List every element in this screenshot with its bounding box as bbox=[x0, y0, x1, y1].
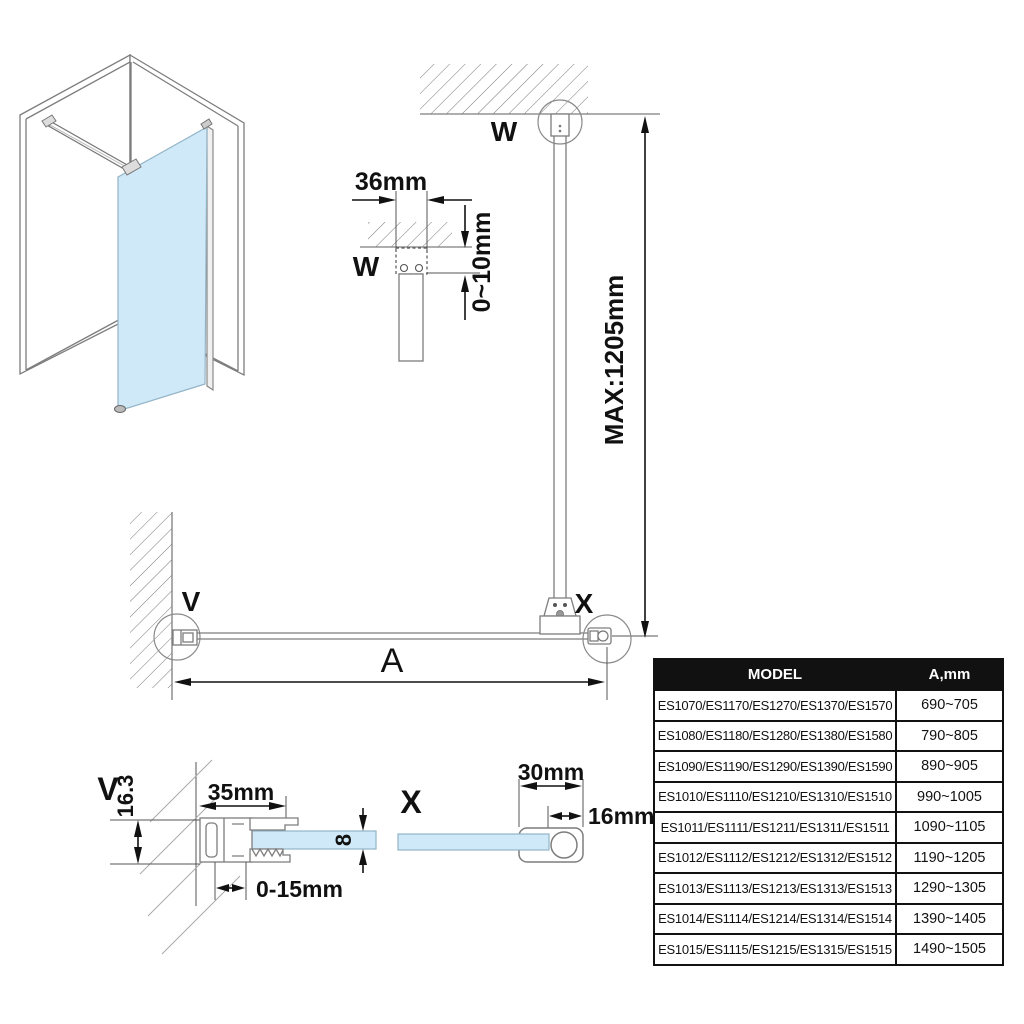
model-cell: ES1010/ES1110/ES1210/ES1310/ES1510 bbox=[654, 782, 896, 813]
table-row bbox=[654, 873, 1003, 904]
a-mm-cell: 1190~1205 bbox=[896, 843, 1003, 874]
wall-profile-strip bbox=[207, 126, 213, 390]
dim-a-label: A bbox=[380, 642, 404, 680]
a-mm-cell: 1490~1505 bbox=[896, 934, 1003, 965]
model-cell: ES1014/ES1114/ES1214/ES1314/ES1514 bbox=[654, 904, 896, 935]
model-cell: ES1013/ES1113/ES1213/ES1313/ES1513 bbox=[654, 873, 896, 904]
detail-v bbox=[97, 760, 376, 954]
dim-0-10mm bbox=[461, 205, 496, 320]
a-mm-cell: 1090~1105 bbox=[896, 812, 1003, 843]
glass-end-fitting-hole bbox=[598, 631, 608, 641]
callout-x-main: X bbox=[574, 588, 594, 619]
table-row bbox=[654, 934, 1003, 965]
callout-w-inset: W bbox=[352, 251, 380, 282]
model-cell: ES1070/ES1170/ES1270/ES1370/ES1570 bbox=[654, 690, 896, 721]
bracket-screw-hole bbox=[401, 265, 408, 272]
wall-hatch bbox=[130, 512, 172, 688]
bracket-screw bbox=[553, 603, 557, 607]
profile-body bbox=[200, 818, 252, 862]
ceiling-hatch-main bbox=[420, 64, 588, 114]
bracket-dot bbox=[559, 125, 562, 128]
callout-v-main: V bbox=[181, 586, 201, 617]
bar-section bbox=[399, 274, 423, 361]
table-row bbox=[654, 843, 1003, 874]
dim-30mm-label: 30mm bbox=[517, 759, 585, 785]
dim-0-10mm-label: 0~10mm bbox=[468, 211, 496, 313]
ceiling-hatch bbox=[368, 222, 452, 247]
dim-16mm-label: 16mm bbox=[588, 803, 655, 829]
a-mm-cell: 790~805 bbox=[896, 721, 1003, 752]
model-cell: ES1080/ES1180/ES1280/ES1380/ES1580 bbox=[654, 721, 896, 752]
table-row bbox=[654, 751, 1003, 782]
detail-x bbox=[398, 759, 654, 862]
table-row bbox=[654, 782, 1003, 813]
glass-foot-fitting bbox=[115, 406, 126, 413]
end-clamp-hole bbox=[551, 832, 577, 858]
model-cell: ES1090/ES1190/ES1290/ES1390/ES1590 bbox=[654, 751, 896, 782]
callout-x-detail: X bbox=[400, 784, 422, 820]
bracket-screw bbox=[563, 603, 567, 607]
a-mm-cell: 890~905 bbox=[896, 751, 1003, 782]
dim-36mm-label: 36mm bbox=[354, 168, 428, 196]
bracket-dot bbox=[559, 130, 562, 133]
dim-8-label: 8 bbox=[331, 833, 356, 847]
model-table bbox=[653, 658, 1004, 966]
dim-max-1205 bbox=[599, 116, 649, 638]
model-cell: ES1011/ES1111/ES1211/ES1311/ES1511 bbox=[654, 812, 896, 843]
detail-w-inset bbox=[352, 168, 496, 361]
callout-v-detail: V bbox=[97, 771, 119, 807]
a-mm-cell: 690~705 bbox=[896, 690, 1003, 721]
table-row bbox=[654, 721, 1003, 752]
glass-section-x bbox=[398, 834, 549, 850]
dim-16-3-label: 16.3 bbox=[113, 774, 138, 818]
left-wall bbox=[20, 55, 130, 374]
bracket-screw-hole bbox=[416, 265, 423, 272]
model-cell: ES1015/ES1115/ES1215/ES1315/ES1515 bbox=[654, 934, 896, 965]
a-mm-column-header: A,mm bbox=[896, 659, 1003, 690]
table-row bbox=[654, 690, 1003, 721]
dim-35mm bbox=[199, 779, 286, 818]
dim-0-15mm-label: 0-15mm bbox=[256, 876, 343, 902]
dim-16mm bbox=[548, 803, 654, 829]
table-header-row bbox=[654, 659, 1003, 690]
isometric-view bbox=[20, 55, 244, 413]
glass-section-v bbox=[246, 831, 376, 849]
a-mm-cell: 1390~1405 bbox=[896, 904, 1003, 935]
model-column-header: MODEL bbox=[654, 659, 896, 690]
dim-max-label: MAX:1205mm bbox=[599, 274, 629, 446]
callout-w-main: W bbox=[490, 116, 518, 147]
model-cell: ES1012/ES1112/ES1212/ES1312/ES1512 bbox=[654, 843, 896, 874]
a-mm-cell: 1290~1305 bbox=[896, 873, 1003, 904]
model-table-body bbox=[654, 690, 1003, 965]
table-row bbox=[654, 812, 1003, 843]
profile-top-flange bbox=[250, 818, 298, 830]
table-row bbox=[654, 904, 1003, 935]
dim-16-3 bbox=[110, 775, 200, 864]
dim-a bbox=[174, 642, 607, 700]
a-mm-cell: 990~1005 bbox=[896, 782, 1003, 813]
dim-35mm-label: 35mm bbox=[207, 779, 275, 805]
